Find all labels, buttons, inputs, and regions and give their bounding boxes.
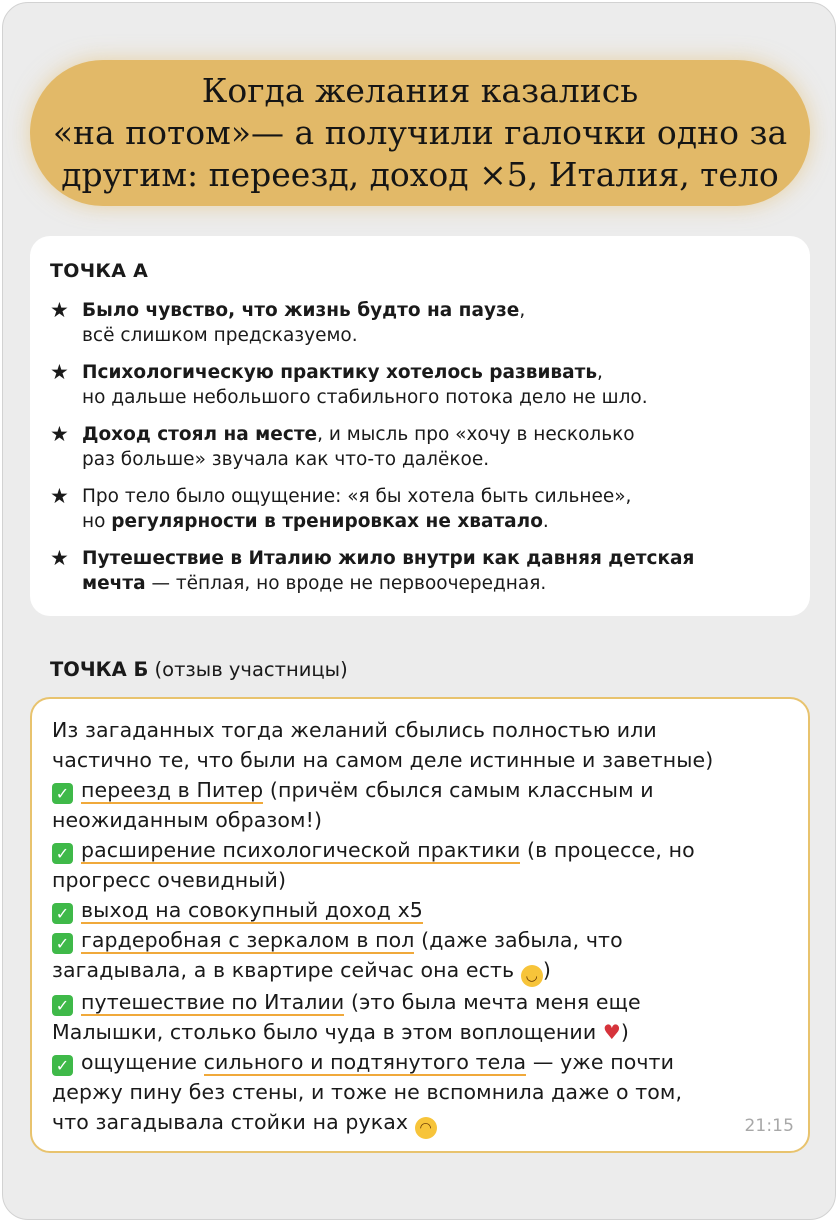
message-bubble <box>30 697 810 1153</box>
item-bold: регулярности в тренировках не хватало <box>111 511 543 532</box>
star-bullet-icon: ★ <box>50 484 69 508</box>
point-a-card <box>30 236 810 616</box>
list-item <box>50 298 790 348</box>
message-text: ) <box>542 958 551 982</box>
check-mark-button-icon: ✓ <box>52 933 73 954</box>
item-text: , и мысль про «хочу в несколько <box>317 424 635 445</box>
list-item <box>50 546 790 596</box>
message-text: — уже почти <box>526 1050 675 1074</box>
item-text: — тёплая, но вроде не первоочередная. <box>145 573 547 594</box>
check-mark-button-icon: ✓ <box>52 903 73 924</box>
message-text: ощущение <box>81 1050 204 1074</box>
list-item <box>52 925 788 955</box>
point-b-heading <box>50 658 348 681</box>
list-item <box>50 360 790 410</box>
message-line: прогресс очевидный) <box>52 868 287 892</box>
message-text: что загадывала стойки на руках <box>52 1110 415 1134</box>
item-bold: Путешествие в Италию жило внутри как давняя детская <box>82 548 695 569</box>
item-text: всё слишком предсказуемо. <box>82 325 358 346</box>
message-line: частично те, что были на самом деле истинные и заветные) <box>52 748 714 772</box>
star-bullet-icon: ★ <box>50 360 69 384</box>
underlined-text: гардеробная с зеркалом в пол <box>81 928 415 952</box>
broken-heart-icon: ♥ <box>602 1020 621 1044</box>
header-banner <box>30 60 810 206</box>
check-mark-button-icon: ✓ <box>52 783 73 804</box>
list-item <box>52 987 788 1017</box>
item-bold: мечта <box>82 573 146 594</box>
item-text: но <box>82 511 112 532</box>
check-mark-button-icon: ✓ <box>52 1055 73 1076</box>
star-bullet-icon: ★ <box>50 298 69 322</box>
message-line: неожиданным образом!) <box>52 808 323 832</box>
item-bold: Психологическую практику хотелось развивать <box>82 362 598 383</box>
point-b-title: ТОЧКА Б <box>50 658 149 681</box>
check-mark-button-icon: ✓ <box>52 995 73 1016</box>
message-text: ) <box>620 1020 630 1044</box>
grinning-face-icon: ◡ <box>521 965 543 987</box>
underlined-text: переезд в Питер <box>81 778 264 802</box>
item-text: Про тело было ощущение: «я бы хотела быть сильнее», <box>82 486 632 507</box>
list-item <box>50 422 790 472</box>
message-text: загадывала, а в квартире сейчас она есть <box>52 958 521 982</box>
underlined-text: сильного и подтянутого тела <box>203 1050 527 1074</box>
message-line <box>52 955 788 987</box>
header-line: другим: переезд, доход ×5, Италия, тело <box>61 155 779 194</box>
list-item <box>52 895 788 925</box>
message-line <box>52 1107 788 1139</box>
check-mark-button-icon: ✓ <box>52 843 73 864</box>
list-item <box>52 835 788 865</box>
star-bullet-icon: ★ <box>50 546 69 570</box>
message-line: Из загаданных тогда желаний сбылись полностью или <box>52 718 657 742</box>
list-item <box>50 484 790 534</box>
tears-of-joy-icon: ◠ <box>415 1117 437 1139</box>
star-bullet-icon: ★ <box>50 422 69 446</box>
point-a-title: ТОЧКА А <box>50 260 149 282</box>
item-bold: Доход стоял на месте <box>82 424 318 445</box>
item-text: раз больше» звучала как что-то далёкое. <box>82 449 490 470</box>
message-text: (даже забыла, что <box>414 928 623 952</box>
message-line <box>52 1017 788 1047</box>
list-item <box>52 1047 788 1077</box>
item-text: но дальше небольшого стабильного потока дело не шло. <box>82 387 648 408</box>
message-text: (это была мечта меня еще <box>344 990 641 1014</box>
list-item <box>52 775 788 805</box>
message-text: (причём сбылся самым классным и <box>263 778 654 802</box>
message-timestamp: 21:15 <box>744 1116 794 1136</box>
header-line: «на потом»— а получили галочки одно за <box>52 113 788 152</box>
underlined-text: путешествие по Италии <box>81 990 345 1014</box>
message-text: Малышки, столько было чуда в этом воплощении <box>52 1020 603 1044</box>
underlined-text: выход на совокупный доход х5 <box>81 898 423 922</box>
message-text: (в процессе, но <box>520 838 695 862</box>
underlined-text: расширение психологической практики <box>81 838 521 862</box>
item-text: , <box>597 362 603 383</box>
point-b-subtitle: (отзыв участницы) <box>154 658 348 681</box>
message-line: держу пину без стены, и тоже не вспомнила даже о том, <box>52 1080 683 1104</box>
item-text: . <box>542 511 549 532</box>
item-text: , <box>519 300 526 321</box>
item-bold: Было чувство, что жизнь будто на паузе <box>82 300 520 321</box>
header-line: Когда желания казались <box>201 71 639 110</box>
